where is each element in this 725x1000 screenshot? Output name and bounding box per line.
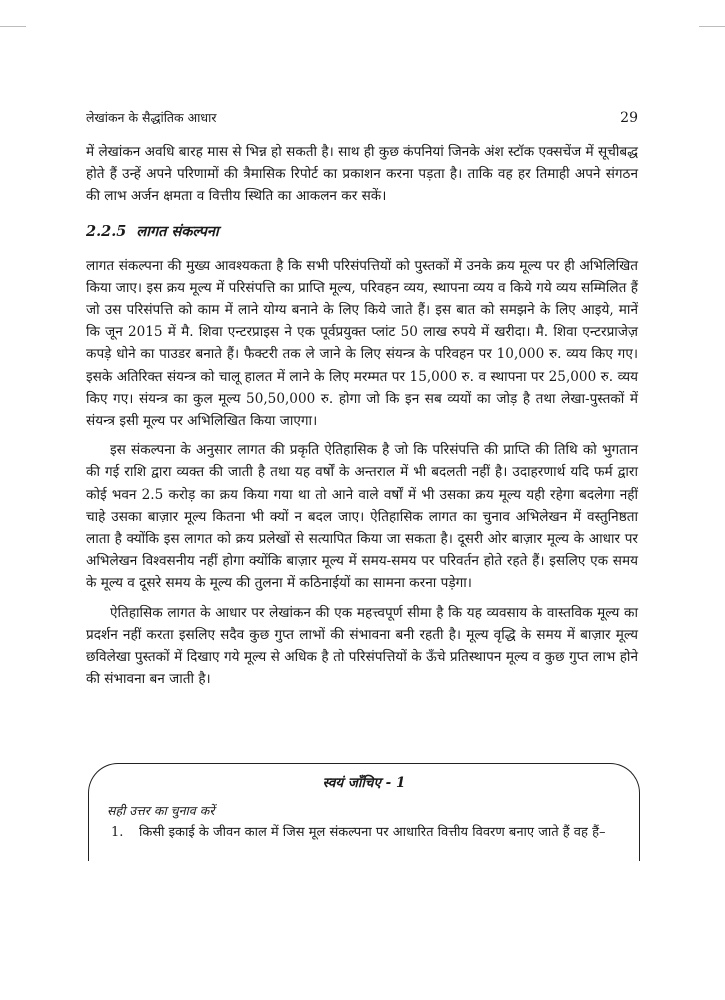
- question-text: किसी इकाई के जीवन काल में जिस मूल संकल्पना पर आधारित वित्तीय विवरण बनाए जाते हैं वह हैं–: [139, 825, 606, 840]
- main-content: [86, 141, 638, 690]
- question-number: 1.: [111, 825, 124, 840]
- intro-paragraph: में लेखांकन अवधि बारह मास से भिन्न हो सकती है। साथ ही कुछ कंपनियां जिनके अंश स्टॉक एक्सचेंज में सूचीबद्ध होते हैं उन्हें अपने परिणामों की त्रैमासिक रिपोर्ट का प्रकाशन करना पड़ता है। ताकि वह हर तिमाही अपने संगठन की लाभ अर्जन क्षमता व वित्तीय स्थिति का आकलन कर सकें।: [86, 144, 638, 205]
- section-heading: [86, 222, 638, 242]
- section-title: लागत संकल्पना: [136, 222, 219, 240]
- self-check-box: [88, 763, 640, 861]
- self-check-title: स्वयं जाँचिए - 1: [322, 775, 406, 791]
- self-check-instruction: सही उत्तर का चुनाव करें: [107, 803, 215, 818]
- question-item: [111, 822, 621, 844]
- paragraph-limitation: ऐतिहासिक लागत के आधार पर लेखांकन की एक महत्त्वपूर्ण सीमा है कि यह व्यवसाय के वास्तविक मूल्य का प्रदर्शन नहीं करता इसलिए सदैव कुछ गुप्त लाभों की संभावना बनी रहती है। मूल्य वृद्धि के समय में बाज़ार मूल्य छविलेखा पुस्तकों में दिखाए गये मूल्य से अधिक है तो परिसंपत्तियों के ऊँचे प्रतिस्थापन मूल्य व कुछ गुप्त लाभ होने की संभावना बन जाती है।: [86, 604, 639, 688]
- paragraph-historical-cost: इस संकल्पना के अनुसार लागत की प्रकृति ऐतिहासिक है जो कि परिसंपत्ति की प्राप्ति की तिथि को भुगतान की गई राशि द्वारा व्यक्त की जाती है तथा यह वर्षों के अन्तराल में भी बदलती नहीं है। उदाहरणार्थ यदि फर्म द्वारा कोई भवन 2.5 करोड़ का क्रय किया गया था तो आने वाले वर्षों में भी उसका क्रय मूल्य यही रहेगा बदलेगा नहीं चाहे उसका बाज़ार मूल्य कितना भी क्यों न बदल जाए। ऐतिहासिक लागत का चुनाव अभिलेखन में वस्तुनिष्ठता लाता है क्योंकि इस लागत को क्रय प्रलेखों से सत्यापित किया जा सकता है। दूसरी ओर बाज़ार मूल्य के आधार पर अभिलेखन विश्वसनीय नहीं होगा क्योंकि बाज़ार मूल्य में समय-समय पर परिवर्तन होते रहते हैं। इसलिए एक समय के मूल्य व दूसरे समय के मूल्य की तुलना में कठिनाईयों का सामना करना पड़ेगा।: [86, 442, 638, 592]
- crop-mark-left: [0, 26, 26, 27]
- page-number: 29: [620, 110, 638, 126]
- crop-mark-right: [699, 26, 725, 27]
- section-number: 2.2.5: [86, 222, 127, 240]
- running-title: लेखांकन के सैद्धांतिक आधार: [86, 110, 217, 125]
- paragraph-cost-concept: लागत संकल्पना की मुख्य आवश्यकता है कि सभी परिसंपत्तियों को पुस्तकों में उनके क्रय मूल्य पर ही अभिलिखित किया जाए। इस क्रय मूल्य में परिसंपत्ति का प्राप्ति मूल्य, परिवहन व्यय, स्थापना व्यय व किये गये व्यय सम्मिलित हैं जो उस परिसंपत्ति को काम में लाने योग्य बनाने के लिए किये जाते हैं। इस बात को समझने के लिए आइये, मानें कि जून 2015 में मै. शिवा एन्टरप्राइस ने एक पूर्वप्रयुक्त प्लांट 50 लाख रुपये में खरीदा। मै. शिवा एन्टरप्राजेज़ कपड़े धोने का पाउडर बनाते हैं। फैक्टरी तक ले जाने के लिए संयन्त्र के परिवहन पर 10,000 रु. व्यय किए गए। इसके अतिरिक्त संयन्त्र को चालू हालत में लाने के लिए मरम्मत पर 15,000 रु. व स्थापना पर 25,000 रु. व्यय किए गए। संयन्त्र का कुल मूल्य 50,50,000 रु. होगा जो कि इन सब व्ययों का जोड़ है तथा लेखा-पुस्तकों में संयन्त्र इसी मूल्य पर अभिलिखित किया जाएगा।: [86, 257, 638, 430]
